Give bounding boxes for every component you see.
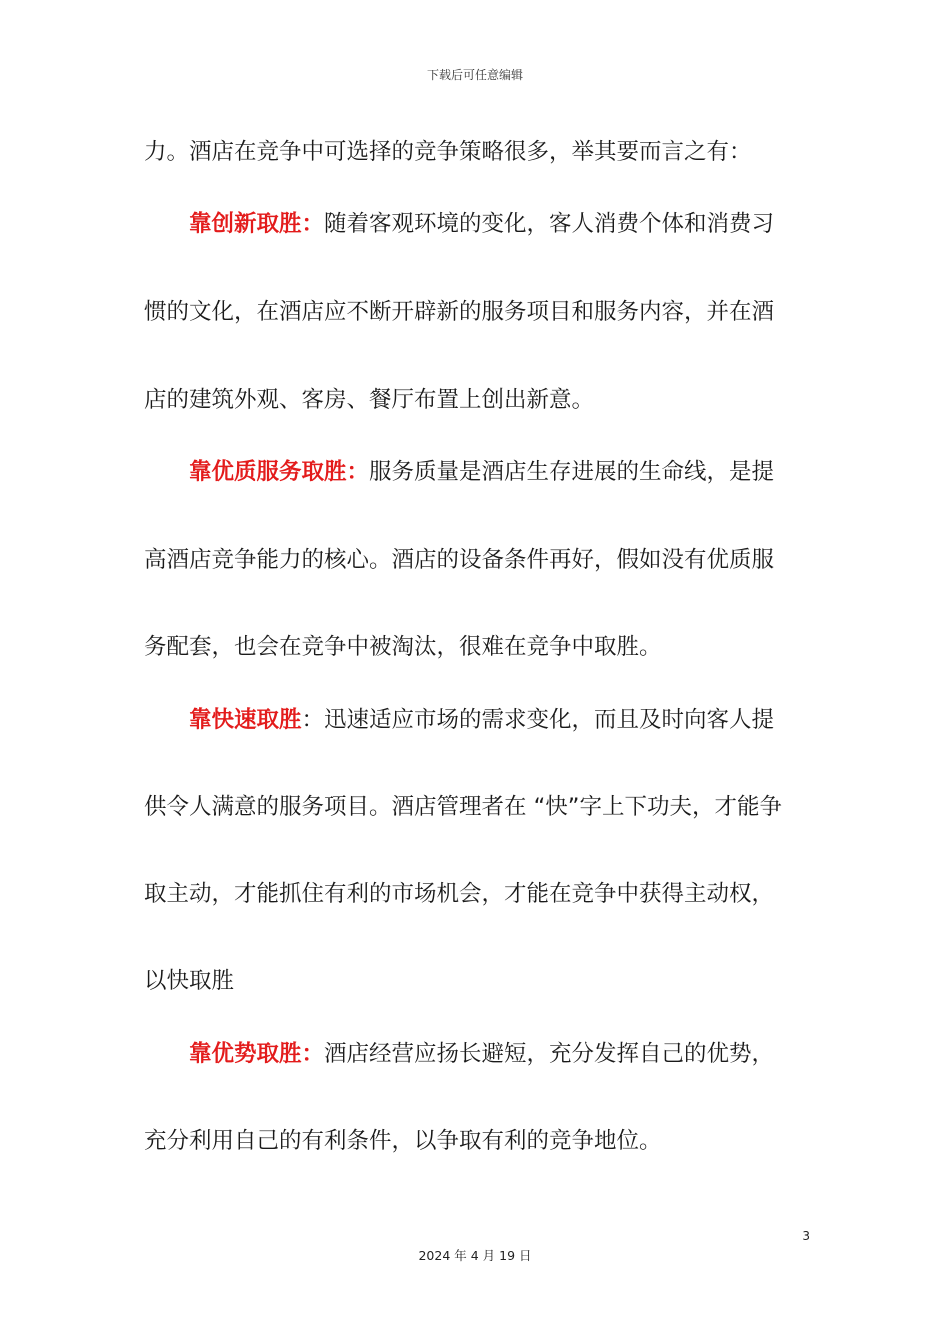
strategy-heading: 靠优势取胜： <box>189 1041 325 1067</box>
body-line: 以快取胜 <box>144 968 235 994</box>
strategy-heading: 靠优质服务取胜： <box>189 459 370 485</box>
strategy-heading: 靠快速取胜 <box>189 707 302 733</box>
strategy-paragraph-innovation <box>189 209 814 239</box>
strategy-paragraph-quality-service <box>189 457 814 487</box>
strategy-heading: 靠创新取胜： <box>189 211 325 237</box>
body-line: 供令人满意的服务项目。酒店管理者在 “快”字上下功夫，才能争 <box>144 794 782 820</box>
footer-date: 2024 年 4 月 19 日 <box>418 1248 532 1263</box>
strategy-text: 随着客观环境的变化，客人消费个体和消费习 <box>324 211 775 237</box>
body-line: 惯的文化，在酒店应不断开辟新的服务项目和服务内容，并在酒 <box>144 299 775 325</box>
page-number: 3 <box>802 1229 810 1243</box>
strategy-text: 服务质量是酒店生存进展的生命线，是提 <box>369 459 775 485</box>
body-line: 充分利用自己的有利条件，以争取有利的竞争地位。 <box>144 1128 662 1154</box>
body-line: 力。酒店在竞争中可选择的竞争策略很多，举其要而言之有： <box>144 139 752 165</box>
body-line: 务配套，也会在竞争中被淘汰，很难在竞争中取胜。 <box>144 634 662 660</box>
body-line: 店的建筑外观、客房、餐厅布置上创出新意。 <box>144 387 595 413</box>
strategy-paragraph-advantage <box>189 1039 814 1069</box>
strategy-paragraph-speed <box>189 705 814 735</box>
body-line: 高酒店竞争能力的核心。酒店的设备条件再好，假如没有优质服 <box>144 547 775 573</box>
strategy-text: 酒店经营应扬长避短，充分发挥自己的优势， <box>324 1041 775 1067</box>
page-header: 下载后可任意编辑 <box>426 68 523 82</box>
strategy-text: ：迅速适应市场的需求变化，而且及时向客人提 <box>301 707 775 733</box>
body-line: 取主动，才能抓住有利的市场机会，才能在竞争中获得主动权， <box>144 881 775 907</box>
